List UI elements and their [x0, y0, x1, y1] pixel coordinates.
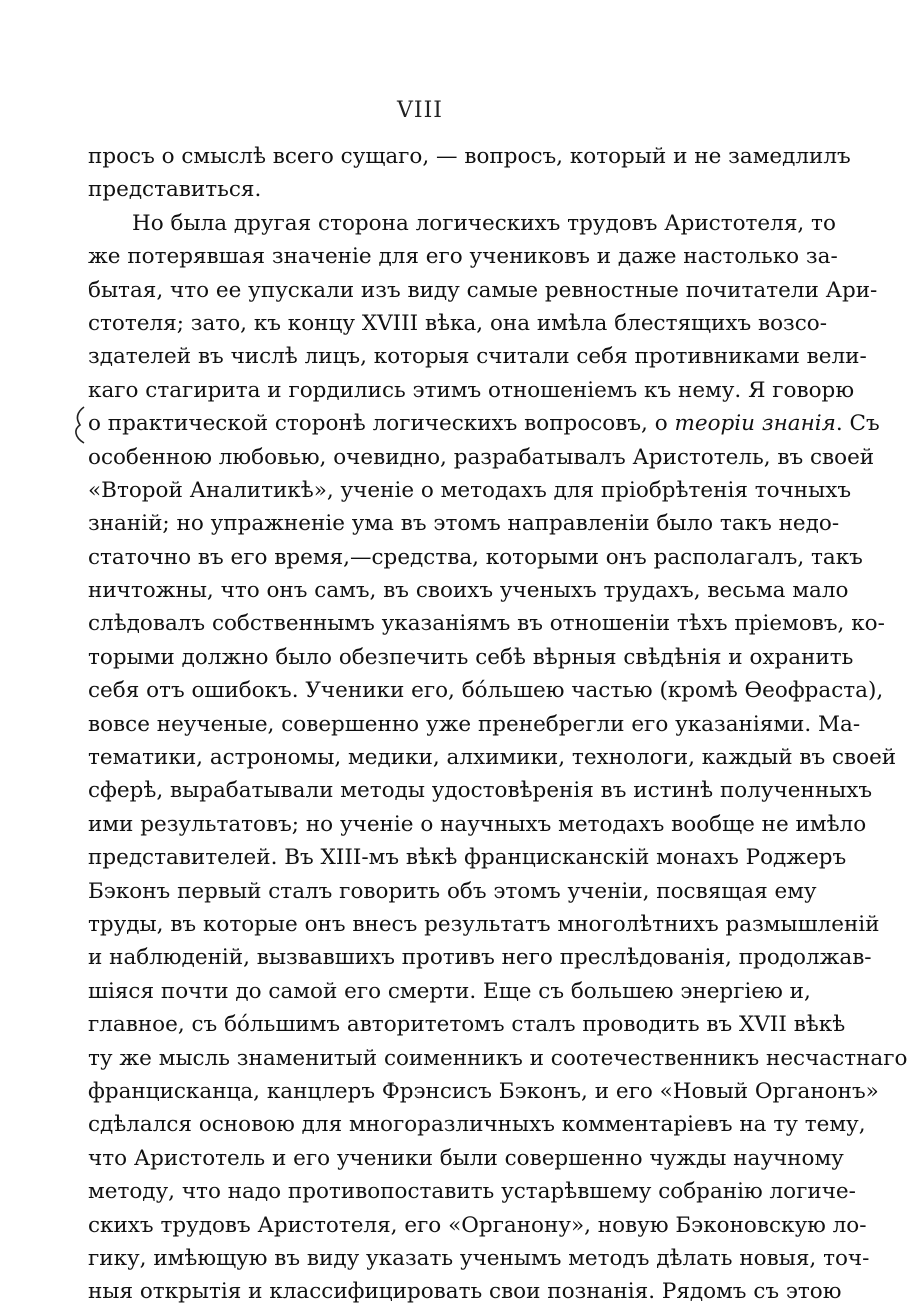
- text-line: главное, съ бóльшимъ авторитетомъ сталъ проводить въ XVII вѣкѣ: [88, 1012, 846, 1038]
- text-line: францисканца, канцлеръ Фрэнсисъ Бэконъ, и его «Новый Органонъ»: [88, 1078, 879, 1104]
- text-line: здателей въ числѣ лицъ, которыя считали себя противниками вели-: [88, 344, 867, 370]
- text-line: скихъ трудовъ Аристотеля, его «Органону», новую Бэконовскую ло-: [88, 1212, 867, 1238]
- text-line: ныя открытія и классифицировать свои познанія. Рядомъ съ этою: [88, 1279, 842, 1305]
- text-line: бытая, что ее упускали изъ виду самые ревностные почитатели Ари-: [88, 277, 878, 303]
- text-line: методу, что надо противопоставить устарѣвшему собранію логиче-: [88, 1179, 856, 1205]
- text-line: себя отъ ошибокъ. Ученики его, бóльшею частью (кромѣ Ѳеофраста),: [88, 678, 884, 704]
- text-line: особенною любовью, очевидно, разрабатывалъ Аристотель, въ своей: [88, 444, 875, 470]
- text-line: знаній; но упражненіе ума въ этомъ направленіи было такъ недо-: [88, 511, 840, 537]
- text-line: статочно въ его время,—средства, которыми онъ располагалъ, такъ: [88, 544, 863, 570]
- text-line: гику, имѣющую въ виду указать ученымъ методъ дѣлать новыя, точ-: [88, 1245, 870, 1271]
- text-line: ту же мысль знаменитый соименникъ и соотечественникъ несчастнаго: [88, 1045, 907, 1071]
- text-line-with-italic: [88, 407, 880, 440]
- text-line: торыми должно было обезпечить себѣ вѣрныя свѣдѣнія и охранить: [88, 644, 854, 670]
- text-line: труды, въ которые онъ внесъ результатъ многолѣтнихъ размышленій: [88, 911, 880, 937]
- text-segment: о практической сторонѣ логическихъ вопросовъ, о: [88, 411, 675, 437]
- text-line: сдѣлался основою для многоразличныхъ комментаріевъ на ту тему,: [88, 1112, 866, 1138]
- text-line: и наблюденій, вызвавшихъ противъ него преслѣдованія, продолжав-: [88, 945, 872, 971]
- text-line: представителей. Въ XIII-мъ вѣкѣ францисканскій монахъ Роджеръ: [88, 845, 847, 871]
- body-text: [88, 140, 907, 1309]
- text-line: шіяся почти до самой его смерти. Еще съ большею энергіею и,: [88, 978, 811, 1004]
- text-segment: . Съ: [835, 411, 880, 437]
- text-line: «Второй Аналитикѣ», ученіе о методахъ для пріобрѣтенія точныхъ: [88, 477, 852, 503]
- italic-term: теоріи знанія: [674, 411, 836, 437]
- text-line: же потерявшая значеніе для его учениковъ и даже настолько за-: [88, 244, 838, 270]
- margin-bracket-mark: [70, 405, 88, 445]
- text-line: ничтожны, что онъ самъ, въ своихъ ученыхъ трудахъ, весьма мало: [88, 578, 849, 604]
- text-line: Бэконъ первый сталъ говорить объ этомъ ученіи, посвящая ему: [88, 878, 817, 904]
- text-line: просъ о смыслѣ всего сущаго, — вопросъ, который и не замедлилъ: [88, 144, 851, 169]
- text-line: тематики, астрономы, медики, алхимики, технологи, каждый въ своей: [88, 745, 897, 771]
- text-line: вовсе неученые, совершенно уже пренебрегли его указаніями. Ма-: [88, 711, 861, 737]
- paragraph-first-line: Но была другая сторона логическихъ трудовъ Аристотеля, то: [132, 210, 836, 236]
- page-number: VIII: [397, 98, 443, 123]
- text-line: что Аристотель и его ученики были совершенно чужды научному: [88, 1145, 844, 1171]
- text-line: ими результатовъ; но ученіе о научныхъ методахъ вообще не имѣло: [88, 811, 867, 837]
- text-line: представиться.: [88, 177, 262, 203]
- text-line: слѣдовалъ собственнымъ указаніямъ въ отношеніи тѣхъ пріемовъ, ко-: [88, 611, 885, 637]
- text-line: стотеля; зато, къ концу XVIII вѣка, она имѣла блестящихъ возсо-: [88, 310, 828, 336]
- text-line: каго стагирита и гордились этимъ отношеніемъ къ нему. Я говорю: [88, 377, 855, 403]
- text-line: сферѣ, вырабатывали методы удостовѣренія въ истинѣ полученныхъ: [88, 778, 873, 804]
